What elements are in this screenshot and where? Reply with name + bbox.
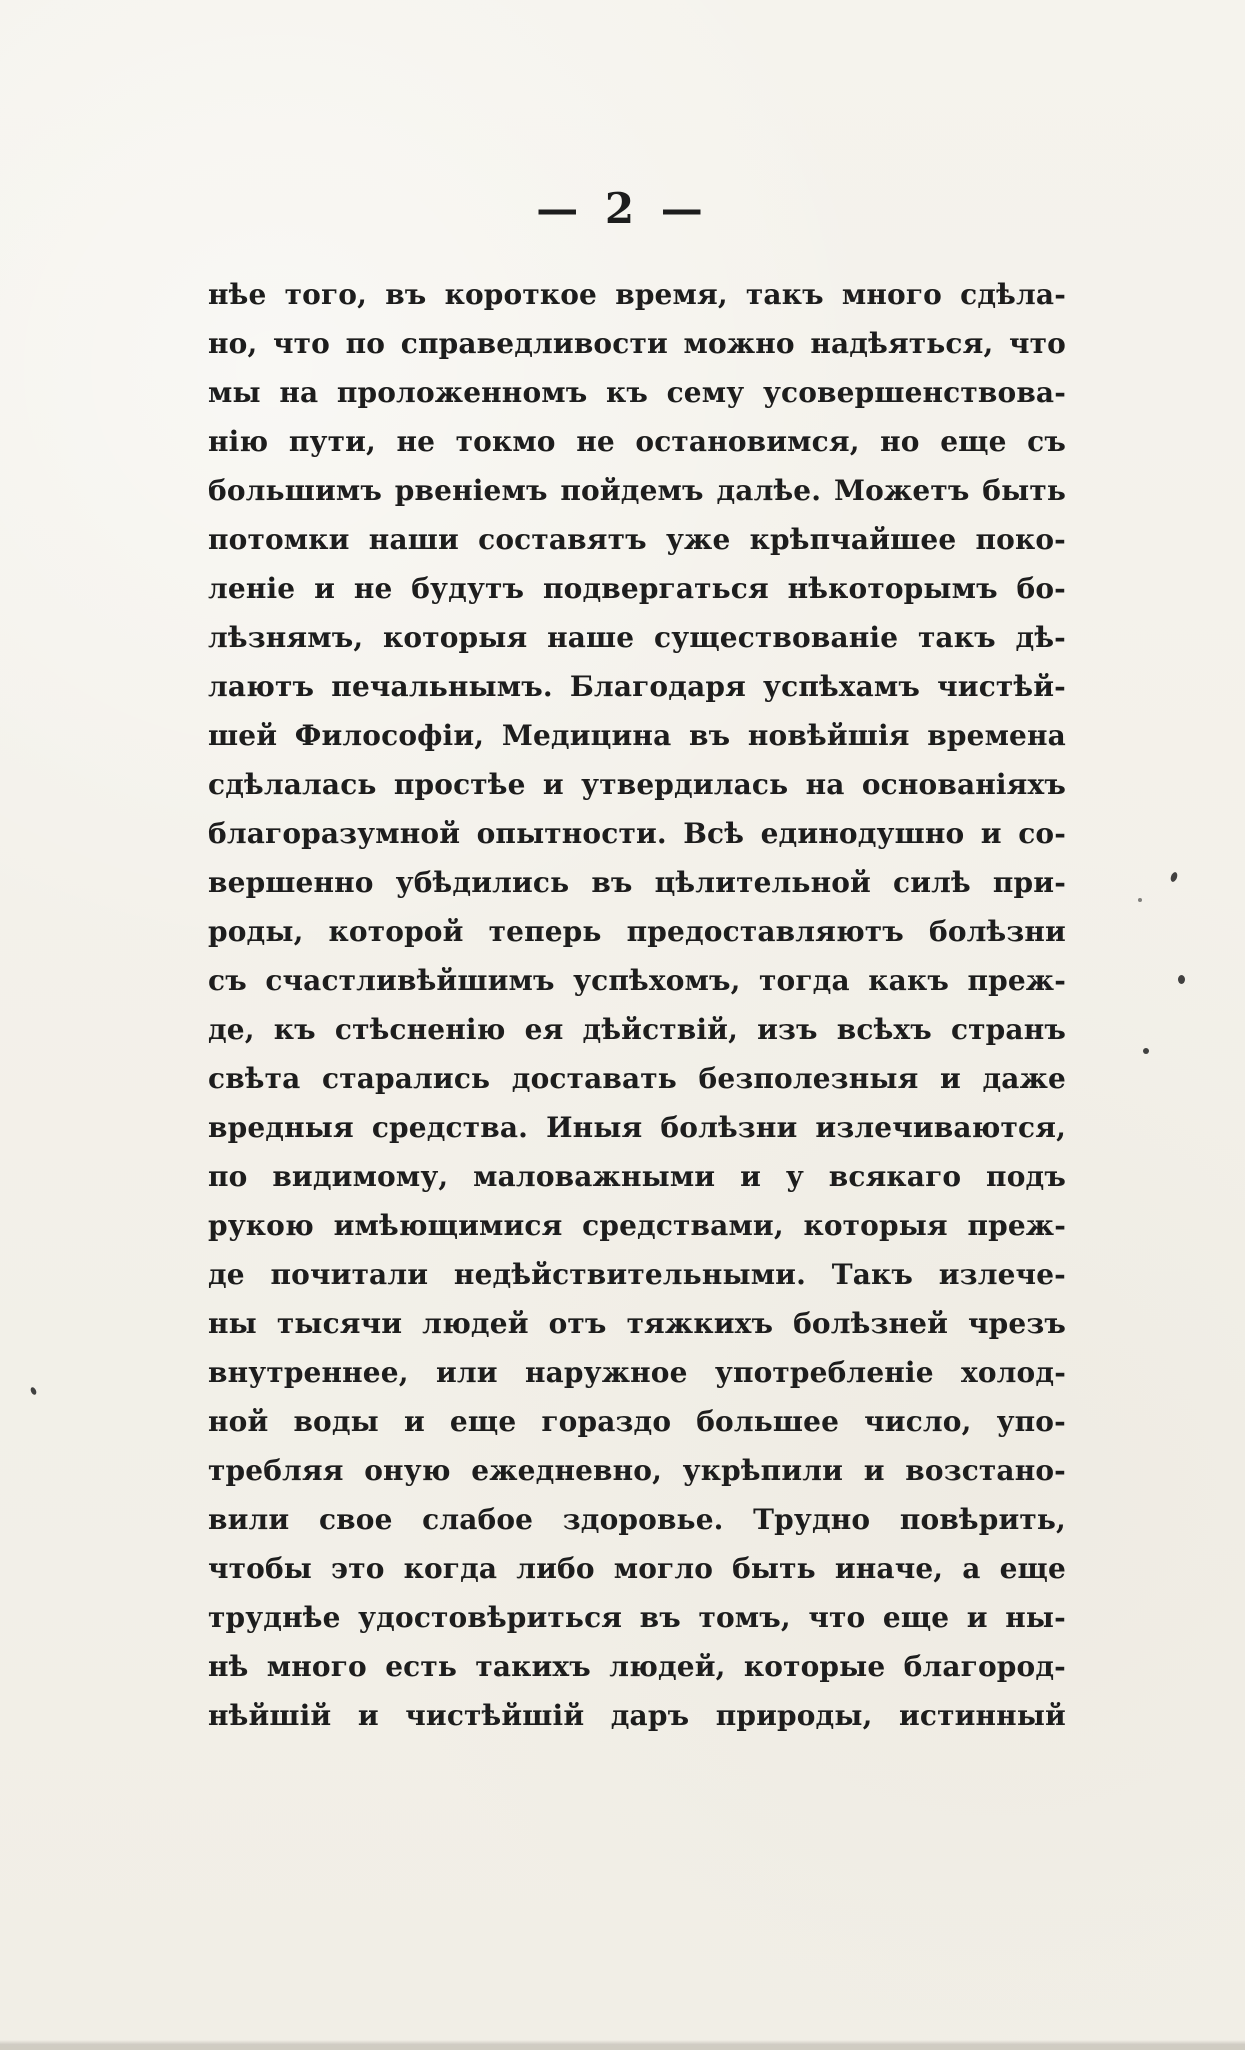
- text-word: когда: [403, 1552, 498, 1585]
- body-text: [208, 270, 1066, 1740]
- text-word: но,: [208, 327, 258, 360]
- text-word: излече-: [938, 1258, 1066, 1291]
- text-word: что: [808, 1601, 866, 1634]
- text-word: не: [576, 425, 615, 458]
- text-line: [208, 1299, 1066, 1348]
- text-word: гораздо: [541, 1405, 672, 1438]
- text-word: и: [863, 1454, 885, 1487]
- text-word: и: [980, 817, 1002, 850]
- text-word: которыя: [803, 1209, 948, 1242]
- text-word: единодушно: [760, 817, 965, 850]
- text-word: Трудно: [753, 1503, 871, 1536]
- text-word: не: [396, 425, 436, 458]
- text-word: новѣйшія: [747, 719, 910, 752]
- text-word: подвергаться: [542, 572, 769, 605]
- text-word: тогда: [759, 964, 850, 997]
- text-word: ежедневно,: [471, 1454, 663, 1487]
- text-word: по: [345, 327, 386, 360]
- text-word: къ: [606, 376, 648, 409]
- text-word: даръ: [610, 1699, 690, 1732]
- text-word: еще: [940, 425, 1007, 458]
- text-word: всѣхъ: [836, 1013, 932, 1046]
- text-word: какъ: [868, 964, 949, 997]
- text-word: доставать: [511, 1062, 677, 1095]
- ink-speck: [1143, 1048, 1149, 1054]
- text-word: и: [939, 1062, 961, 1095]
- text-word: нѣйшій: [208, 1699, 332, 1732]
- text-line: [208, 1005, 1066, 1054]
- text-word: Медицина: [501, 719, 672, 752]
- text-line: [208, 466, 1066, 515]
- text-word: де,: [208, 1013, 255, 1046]
- text-word: здоровье.: [562, 1503, 724, 1536]
- text-word: составятъ: [478, 523, 647, 556]
- text-word: повѣрить,: [899, 1503, 1066, 1536]
- text-word: тысячи: [276, 1307, 403, 1340]
- text-word: нѣе: [208, 278, 267, 311]
- text-line: [208, 1593, 1066, 1642]
- text-word: Всѣ: [683, 817, 745, 850]
- text-word: число,: [864, 1405, 972, 1438]
- text-word: иначе,: [834, 1552, 944, 1585]
- text-word: это: [331, 1552, 385, 1585]
- text-word: маловажными: [473, 1160, 716, 1193]
- text-word: вершенно: [208, 866, 374, 899]
- text-word: что: [273, 327, 330, 360]
- text-word: опытности.: [476, 817, 667, 850]
- text-word: будутъ: [411, 572, 525, 605]
- ink-speck: [1138, 898, 1142, 902]
- text-word: справедливости: [400, 327, 668, 360]
- text-word: Философіи,: [294, 719, 485, 752]
- text-word: де: [208, 1258, 245, 1291]
- text-word: средства.: [371, 1111, 529, 1144]
- text-word: свое: [318, 1503, 393, 1536]
- text-line: [208, 1054, 1066, 1103]
- text-word: видимому,: [272, 1160, 449, 1193]
- text-word: и: [357, 1699, 379, 1732]
- text-word: воды: [293, 1405, 379, 1438]
- text-word: въ: [689, 719, 731, 752]
- text-line: [208, 613, 1066, 662]
- text-word: еще: [999, 1552, 1066, 1585]
- text-line: [208, 1691, 1066, 1740]
- text-word: истинный: [899, 1699, 1066, 1732]
- text-word: такихъ: [475, 1650, 591, 1683]
- text-word: быть: [982, 474, 1066, 507]
- text-word: не: [353, 572, 393, 605]
- text-word: которой: [328, 915, 464, 948]
- text-word: такъ: [745, 278, 824, 311]
- text-word: удостовѣриться: [358, 1601, 623, 1634]
- text-line: [208, 1544, 1066, 1593]
- text-word: усовершенствова-: [762, 376, 1066, 409]
- text-word: бо-: [1016, 572, 1066, 605]
- text-line: [208, 1201, 1066, 1250]
- text-word: убѣдились: [395, 866, 570, 899]
- text-word: излечиваются,: [815, 1111, 1066, 1144]
- text-word: всякаго: [828, 1160, 962, 1193]
- text-line: [208, 515, 1066, 564]
- text-word: требляя: [208, 1454, 344, 1487]
- text-word: чрезъ: [968, 1307, 1066, 1340]
- text-word: Иныя: [546, 1111, 643, 1144]
- text-word: съ: [1027, 425, 1066, 458]
- text-word: остановимся,: [635, 425, 860, 458]
- text-word: которыя: [383, 621, 528, 654]
- text-word: и: [542, 768, 564, 801]
- text-word: большимъ: [208, 474, 382, 507]
- text-word: на: [805, 768, 845, 801]
- text-word: время,: [615, 278, 728, 311]
- text-word: лаютъ: [208, 670, 315, 703]
- text-line: [208, 809, 1066, 858]
- text-word: благород-: [903, 1650, 1066, 1683]
- text-word: съ: [208, 964, 247, 997]
- text-word: сдѣла-: [960, 278, 1066, 311]
- text-word: природы,: [715, 1699, 873, 1732]
- text-word: со-: [1018, 817, 1066, 850]
- text-word: наружное: [524, 1356, 688, 1389]
- text-word: странъ: [950, 1013, 1066, 1046]
- text-line: [208, 956, 1066, 1005]
- ink-speck: [1178, 975, 1185, 984]
- text-word: нѣкоторымъ: [787, 572, 998, 605]
- text-line: [208, 1250, 1066, 1299]
- text-word: даже: [982, 1062, 1066, 1095]
- text-word: есть: [385, 1650, 458, 1683]
- text-word: имѣющимися: [333, 1209, 563, 1242]
- text-word: и: [403, 1405, 425, 1438]
- text-word: вили: [208, 1503, 290, 1536]
- text-word: дѣ-: [1015, 621, 1066, 654]
- text-word: оную: [364, 1454, 451, 1487]
- text-word: успѣхамъ: [763, 670, 921, 703]
- text-word: далѣе.: [716, 474, 822, 507]
- text-word: короткое: [444, 278, 598, 311]
- text-word: внутреннее,: [208, 1356, 409, 1389]
- text-word: болѣзни: [660, 1111, 798, 1144]
- text-word: свѣта: [208, 1062, 301, 1095]
- text-word: по: [208, 1160, 248, 1193]
- text-line: [208, 1348, 1066, 1397]
- text-word: леніе: [208, 572, 296, 605]
- text-word: надѣяться,: [810, 327, 994, 360]
- text-line: [208, 1397, 1066, 1446]
- text-word: существованіе: [654, 621, 899, 654]
- text-word: поко-: [975, 523, 1066, 556]
- text-word: чтобы: [208, 1552, 313, 1585]
- text-word: отъ: [548, 1307, 607, 1340]
- text-word: еще: [449, 1405, 517, 1438]
- text-word: печальнымъ.: [331, 670, 553, 703]
- text-word: холод-: [961, 1356, 1066, 1389]
- text-word: на: [279, 376, 319, 409]
- text-word: у: [785, 1160, 804, 1193]
- text-word: ны-: [1005, 1601, 1066, 1634]
- text-word: старались: [322, 1062, 491, 1095]
- text-word: пути,: [288, 425, 376, 458]
- text-word: возстано-: [905, 1454, 1066, 1487]
- text-word: томъ,: [698, 1601, 791, 1634]
- text-word: могло: [613, 1552, 714, 1585]
- text-word: и: [966, 1601, 988, 1634]
- text-word: времена: [927, 719, 1066, 752]
- text-word: уже: [665, 523, 731, 556]
- text-word: болѣзней: [793, 1307, 949, 1340]
- text-word: успѣхомъ,: [573, 964, 741, 997]
- text-word: употребленіе: [714, 1356, 934, 1389]
- text-word: быть: [732, 1552, 816, 1585]
- text-word: а: [962, 1552, 981, 1585]
- text-word: лѣзнямъ,: [208, 621, 364, 654]
- text-word: въ: [385, 278, 427, 311]
- text-word: такъ: [917, 621, 996, 654]
- text-word: пойдемъ: [560, 474, 704, 507]
- text-word: основаніяхъ: [861, 768, 1066, 801]
- text-word: тяжкихъ: [626, 1307, 774, 1340]
- text-word: вредныя: [208, 1111, 354, 1144]
- text-word: или: [435, 1356, 498, 1389]
- text-word: сдѣлалась: [208, 768, 377, 801]
- text-word: къ: [273, 1013, 316, 1046]
- text-word: при-: [992, 866, 1066, 899]
- text-word: дѣйствій,: [582, 1013, 738, 1046]
- text-word: шей: [208, 719, 278, 752]
- text-line: [208, 1495, 1066, 1544]
- text-word: стѣсненію: [334, 1013, 506, 1046]
- text-line: [208, 760, 1066, 809]
- ink-speck: [30, 1386, 38, 1395]
- text-word: наши: [368, 523, 459, 556]
- text-word: укрѣпили: [682, 1454, 844, 1487]
- text-word: много: [266, 1650, 367, 1683]
- text-line: [208, 662, 1066, 711]
- text-line: [208, 1103, 1066, 1152]
- text-word: людей: [422, 1307, 529, 1340]
- text-line: [208, 1446, 1066, 1495]
- text-word: мы: [208, 376, 261, 409]
- text-word: недѣйствительными.: [453, 1258, 806, 1291]
- text-word: Благодаря: [569, 670, 746, 703]
- text-word: подъ: [986, 1160, 1066, 1193]
- ink-speck: [1169, 871, 1178, 882]
- text-word: наше: [547, 621, 635, 654]
- text-word: счастливѣйшимъ: [265, 964, 555, 997]
- text-word: но: [880, 425, 920, 458]
- text-word: преж-: [967, 1209, 1066, 1242]
- text-line: [208, 417, 1066, 466]
- text-word: утвердилась: [581, 768, 789, 801]
- text-word: много: [841, 278, 942, 311]
- text-word: что: [1009, 327, 1066, 360]
- text-line: [208, 368, 1066, 417]
- text-word: можно: [683, 327, 795, 360]
- text-word: того,: [284, 278, 367, 311]
- text-word: токмо: [455, 425, 556, 458]
- text-line: [208, 1642, 1066, 1691]
- text-word: цѣлительной: [654, 866, 871, 899]
- text-word: проложенномъ: [336, 376, 588, 409]
- text-line: [208, 319, 1066, 368]
- text-word: и: [740, 1160, 761, 1193]
- text-line: [208, 270, 1066, 319]
- text-word: Можетъ: [833, 474, 970, 507]
- text-word: ной: [208, 1405, 269, 1438]
- text-word: изъ: [757, 1013, 818, 1046]
- text-word: потомки: [208, 523, 350, 556]
- text-word: благоразумной: [208, 817, 461, 850]
- text-word: чистѣй-: [937, 670, 1066, 703]
- text-line: [208, 858, 1066, 907]
- text-word: рвеніемъ: [394, 474, 548, 507]
- text-word: еще: [882, 1601, 950, 1634]
- text-word: безполезныя: [698, 1062, 919, 1095]
- text-word: въ: [591, 866, 633, 899]
- text-word: въ: [639, 1601, 681, 1634]
- text-word: средствами,: [582, 1209, 784, 1242]
- page-bottom-edge: [0, 2040, 1245, 2050]
- text-word: сему: [666, 376, 745, 409]
- text-word: слабое: [422, 1503, 534, 1536]
- page-number: — 2 —: [536, 184, 709, 233]
- text-word: труднѣе: [208, 1601, 341, 1634]
- text-word: роды,: [208, 915, 304, 948]
- text-line: [208, 1152, 1066, 1201]
- text-word: преж-: [967, 964, 1066, 997]
- text-line: [208, 711, 1066, 760]
- text-word: Такъ: [831, 1258, 914, 1291]
- text-line: [208, 907, 1066, 956]
- text-word: простѣе: [393, 768, 526, 801]
- text-word: и: [314, 572, 335, 605]
- text-word: чистѣйшій: [405, 1699, 585, 1732]
- text-word: либо: [516, 1552, 595, 1585]
- text-word: которые: [743, 1650, 886, 1683]
- text-word: болѣзни: [929, 915, 1066, 948]
- text-word: большее: [696, 1405, 840, 1438]
- text-line: [208, 564, 1066, 613]
- text-word: нѣ: [208, 1650, 249, 1683]
- text-word: крѣпчайшее: [749, 523, 957, 556]
- text-word: людей,: [609, 1650, 726, 1683]
- text-word: упо-: [996, 1405, 1066, 1438]
- text-word: нію: [208, 425, 269, 458]
- text-word: почитали: [270, 1258, 429, 1291]
- text-word: рукою: [208, 1209, 314, 1242]
- text-word: силѣ: [893, 866, 971, 899]
- text-word: ны: [208, 1307, 257, 1340]
- text-word: ея: [524, 1013, 564, 1046]
- text-word: теперь: [488, 915, 602, 948]
- text-word: предоставляютъ: [626, 915, 904, 948]
